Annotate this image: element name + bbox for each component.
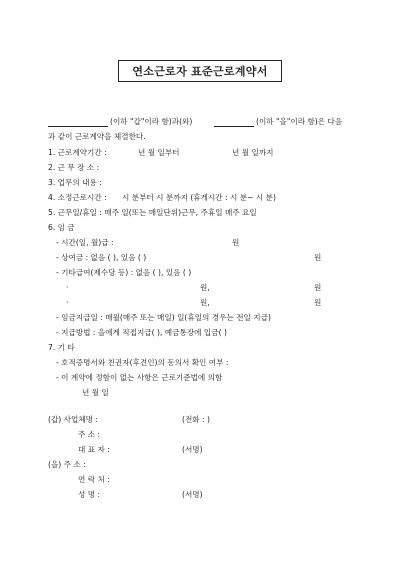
employee-signature: (서명) (182, 490, 203, 499)
intro-party-a: (이하 "갑"이라 함)과(와) (110, 117, 193, 126)
allowance-won-3: 원, (200, 298, 210, 307)
employer-rep: 대 표 자 : (78, 445, 110, 454)
allowance-won-2: 원 (314, 283, 322, 292)
item5-label: 5. 근무일/휴일 : 매주 일(또는 매일단위)근무, 주휴일 매주 요일 (48, 208, 257, 217)
employer-address: 주 소 : (78, 430, 101, 439)
other-law: - 이 계약에 정함이 없는 사항은 근로기준법에 의함 (56, 373, 223, 382)
party-b-blank[interactable] (214, 126, 254, 127)
employee-contact: 연 락 처 : (78, 475, 110, 484)
item2-label: 2. 근 무 장 소 : (48, 163, 100, 172)
item7-label: 7. 기 타 (48, 343, 75, 352)
employer-phone: (전화 : ) (182, 415, 210, 424)
wage-bonus-won: 원 (314, 253, 322, 262)
allowance-won-4: 원 (314, 298, 322, 307)
title-text: 연소근로자 표준근로계약서 (132, 65, 268, 78)
party-a-blank[interactable] (48, 126, 108, 127)
item1-label: 1. 근로계약기간 : (48, 148, 107, 157)
other-consent: - 호적증명서와 친권자(후견인)의 동의서 확인 여부 : (56, 358, 229, 367)
wage-method: - 지급방법 : 을에게 직접지급( ), 예금통장에 입금( ) (56, 328, 227, 337)
allowance-dot-2: · (66, 298, 69, 307)
item4-label: 4. 소정근로시간 : (48, 193, 107, 202)
document-title (118, 60, 282, 82)
item1-from: 년 월 일부터 (138, 148, 180, 157)
intro-party-b: (이하 "을"이라 함)은 다음 (256, 117, 343, 126)
employee-address: (을) 주 소 : (48, 460, 86, 469)
allowance-dot-1: · (66, 283, 69, 292)
item6-label: 6. 임 금 (48, 223, 75, 232)
wage-allowance: - 기타급여(제수당 등) : 없음 ( ), 있음 ( ) (56, 268, 192, 277)
employer-signature: (서명) (182, 445, 203, 454)
contract-date: 년 월 일 (82, 388, 109, 397)
item1-to: 년 월 일까지 (232, 148, 274, 157)
employee-name: 성 명 : (78, 490, 101, 499)
intro-line2: 과 같이 근로계약을 체결한다. (48, 132, 146, 141)
wage-hourly: - 시간(일, 월)급 : (56, 238, 114, 247)
allowance-won-1: 원, (200, 283, 210, 292)
wage-hourly-won: 원 (232, 238, 240, 247)
employer-biz-name: (갑) 사업체명 : (48, 415, 98, 424)
item3-label: 3. 업무의 내용 : (48, 178, 102, 187)
wage-payday: - 임금지급일 : 매월(매주 또는 매일) 일(휴일의 경우는 전일 지급) (56, 313, 271, 322)
item4-hours: 시 분부터 시 분까지 (휴게시간 : 시 분~ 시 분) (122, 193, 276, 202)
wage-bonus: - 상여금 : 없음 ( ), 있음 ( ) (56, 253, 147, 262)
